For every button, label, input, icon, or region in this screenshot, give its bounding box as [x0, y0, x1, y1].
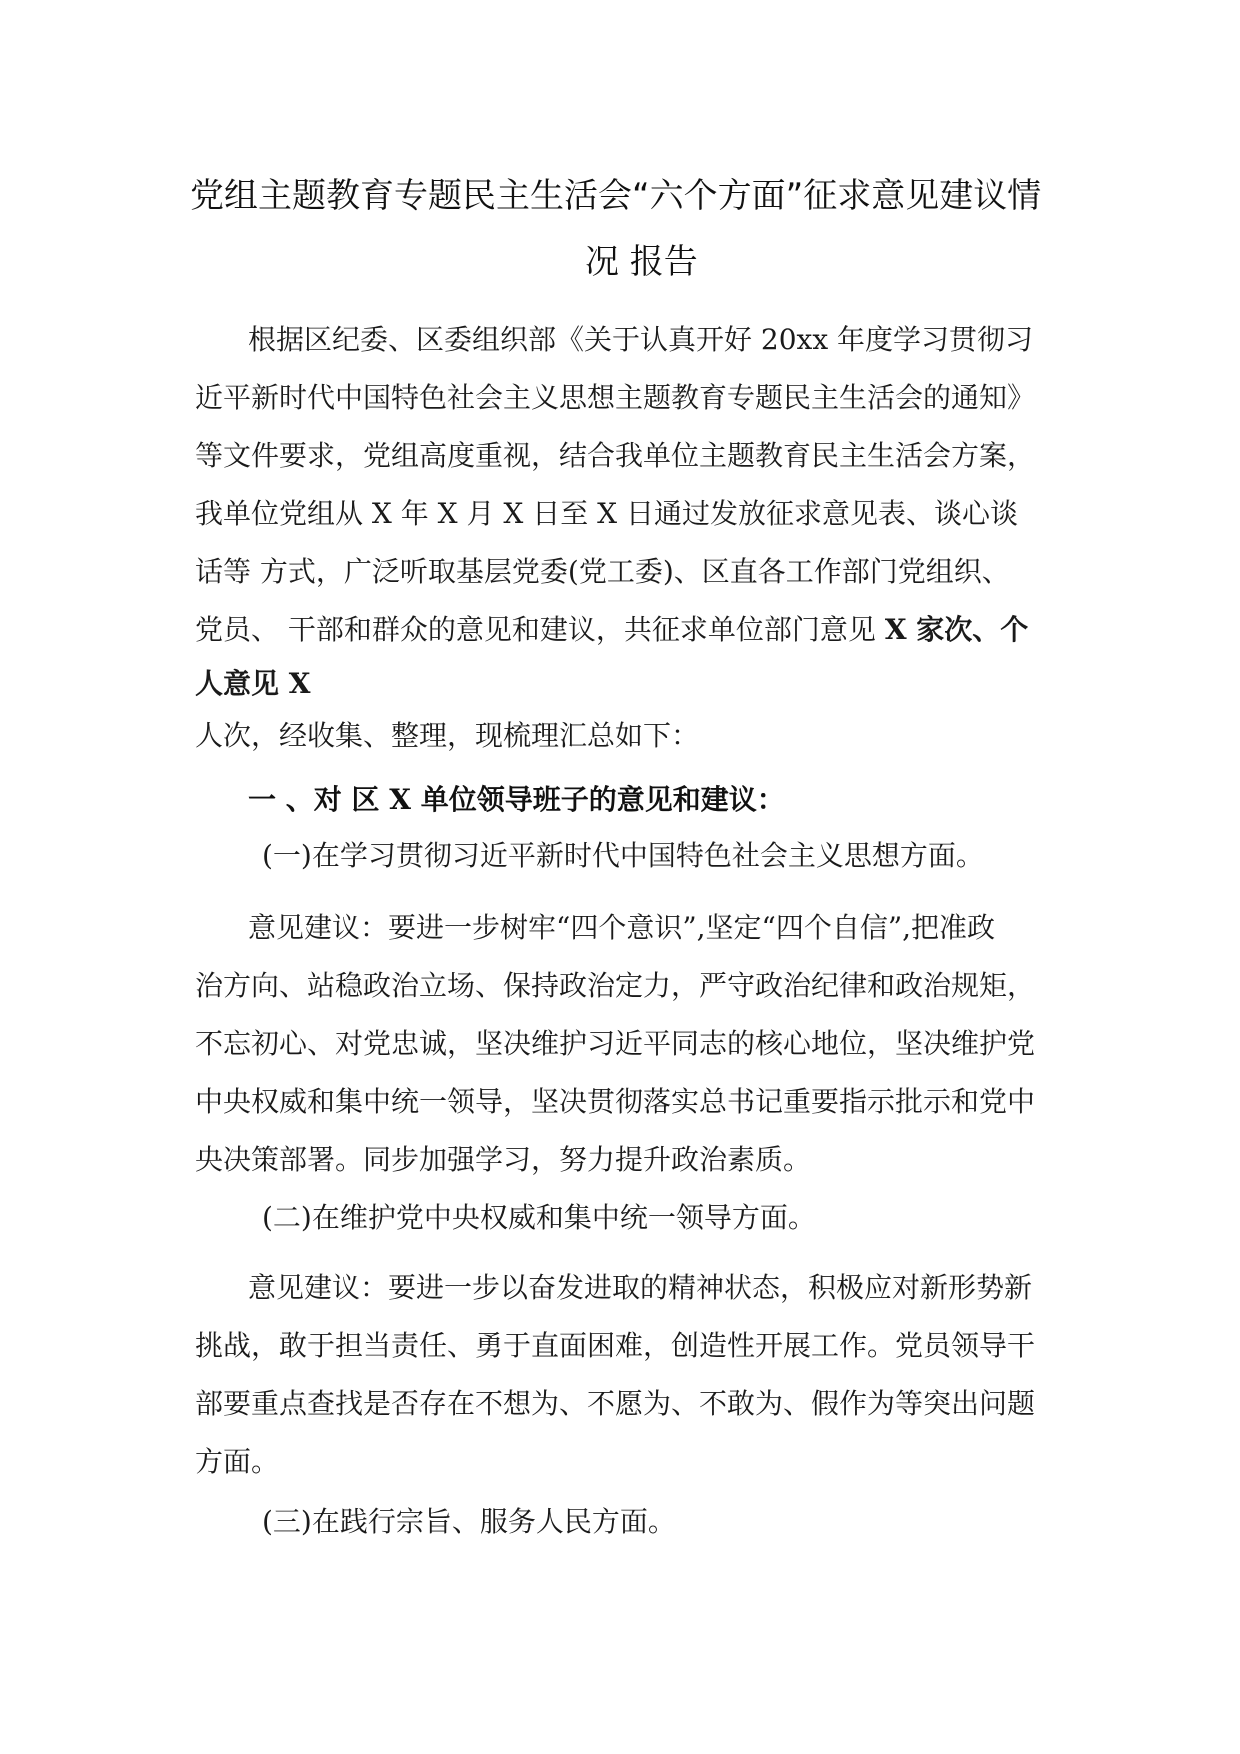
subsection2-paragraph-line: 意见建议：要进一步以奋发进取的精神状态，积极应对新形势新	[248, 1271, 1033, 1304]
subsection2-paragraph-line: 挑战，敢于担当责任、勇于直面困难，创造性开展工作。党员领导干	[195, 1329, 1036, 1362]
subsection1-paragraph-line: 治方向、站稳政治立场、保持政治定力，严守政治纪律和政治规矩，	[195, 969, 1036, 1002]
intro-count-bold-line: 人意见 X	[195, 667, 311, 700]
subsection2-heading: (二)在维护党中央权威和集中统一领导方面。	[262, 1201, 816, 1234]
subsection1-heading: (一)在学习贯彻习近平新时代中国特色社会主义思想方面。	[262, 839, 984, 872]
document-title-line2: 况 报告	[585, 242, 698, 282]
intro-paragraph-line: 根据区纪委、区委组织部《关于认真开好 20xx 年度学习贯彻习	[248, 323, 1034, 356]
subsection1-paragraph-line: 中央权威和集中统一领导，坚决贯彻落实总书记重要指示批示和党中	[195, 1085, 1036, 1118]
intro-paragraph-line: 话等 方式，广泛听取基层党委(党工委)、区直各工作部门党组织、	[195, 555, 1010, 588]
section1-heading: 一 、对 区 X 单位领导班子的意见和建议：	[248, 783, 785, 816]
intro-paragraph-line: 等文件要求，党组高度重视，结合我单位主题教育民主生活会方案，	[195, 439, 1036, 472]
subsection1-paragraph-line: 意见建议：要进一步树牢“四个意识”,坚定“四个自信”,把准政	[248, 911, 996, 944]
intro-paragraph-line: 近平新时代中国特色社会主义思想主题教育专题民主生活会的通知》	[195, 381, 1036, 414]
intro-text: 党员、 干部和群众的意见和建议，共征求单位部门意见	[195, 613, 885, 646]
document-title-line1: 党组主题教育专题民主生活会“六个方面”征求意见建议情	[190, 176, 1042, 216]
subsection1-paragraph-line: 不忘初心、对党忠诚，坚决维护习近平同志的核心地位，坚决维护党	[195, 1027, 1036, 1060]
subsection1-paragraph-line: 央决策部署。同步加强学习，努力提升政治素质。	[195, 1143, 812, 1176]
intro-paragraph-line	[195, 608, 1028, 648]
intro-paragraph-line: 人次，经收集、整理，现梳理汇总如下：	[195, 719, 700, 752]
subsection3-heading: (三)在践行宗旨、服务人民方面。	[262, 1505, 676, 1538]
subsection2-paragraph-line: 部要重点查找是否存在不想为、不愿为、不敢为、假作为等突出问题	[195, 1387, 1036, 1420]
intro-paragraph-line: 我单位党组从 X 年 X 月 X 日至 X 日通过发放征求意见表、谈心谈	[195, 497, 1018, 530]
intro-count-bold: X 家次、个	[884, 613, 1029, 646]
subsection2-paragraph-line: 方面。	[195, 1445, 280, 1478]
